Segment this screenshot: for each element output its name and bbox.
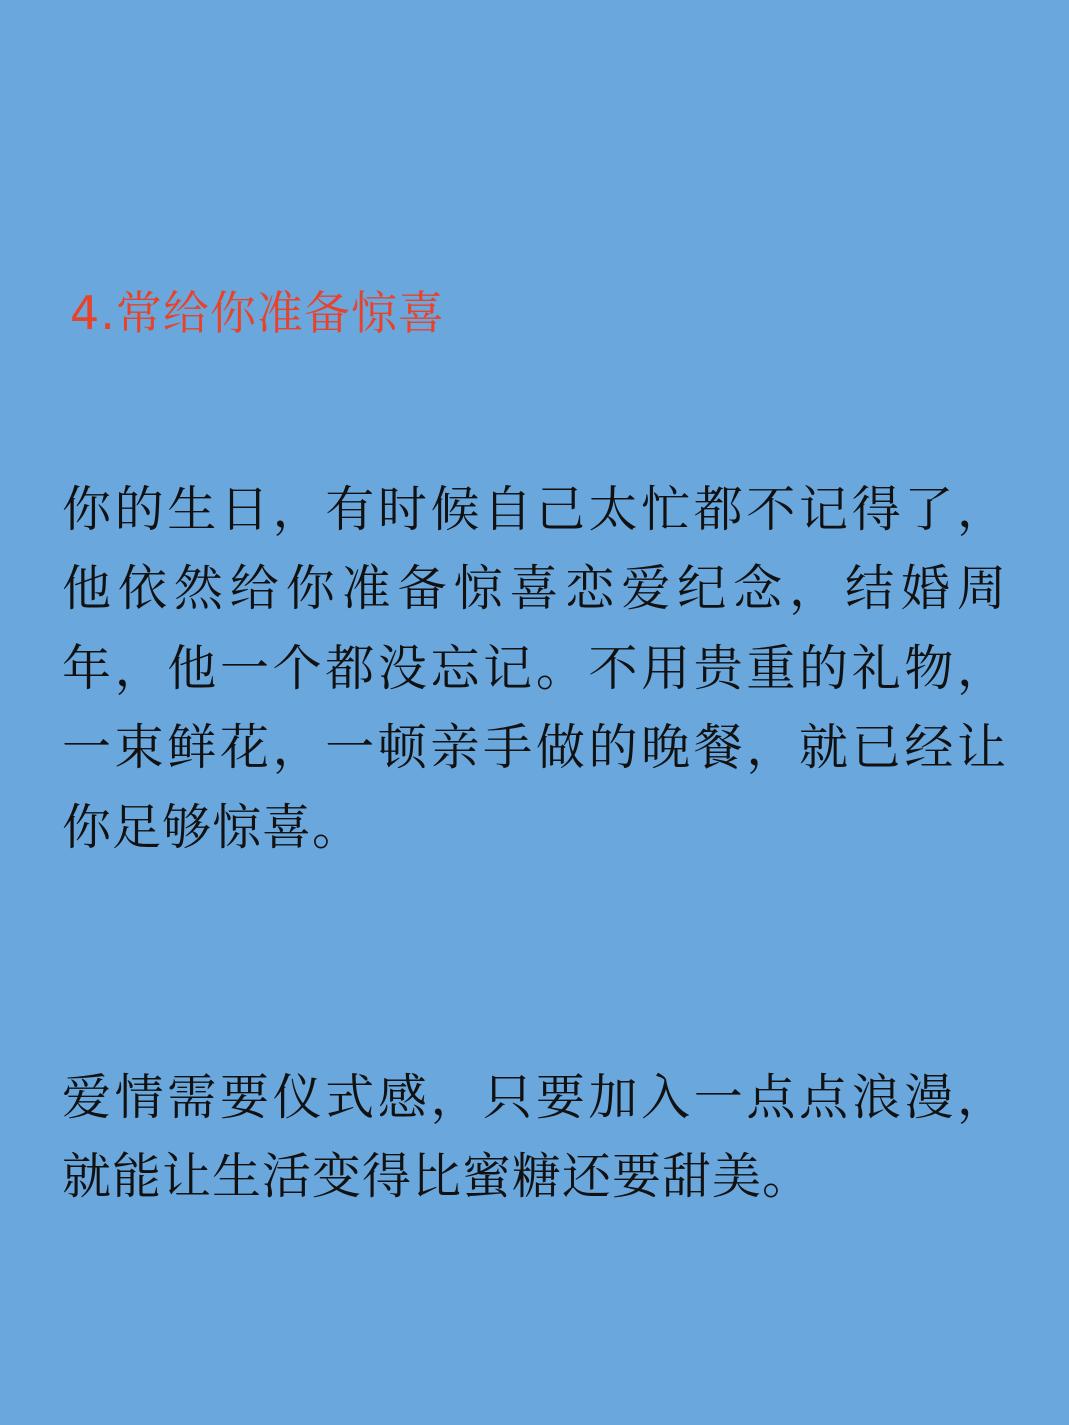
- section-heading: 4.常给你准备惊喜: [70, 286, 445, 340]
- paragraph-1: 你的生日，有时候自己太忙都不记得了，他依然给你准备惊喜恋爱纪念，结婚周年，他一个都没忘记。不用贵重的礼物，一束鲜花，一顿亲手做的晚餐，就已经让你足够惊喜。: [62, 481, 1007, 856]
- paragraph-2: 爱情需要仪式感，只要加入一点点浪漫，就能让生活变得比蜜糖还要甜美。: [62, 1069, 1007, 1206]
